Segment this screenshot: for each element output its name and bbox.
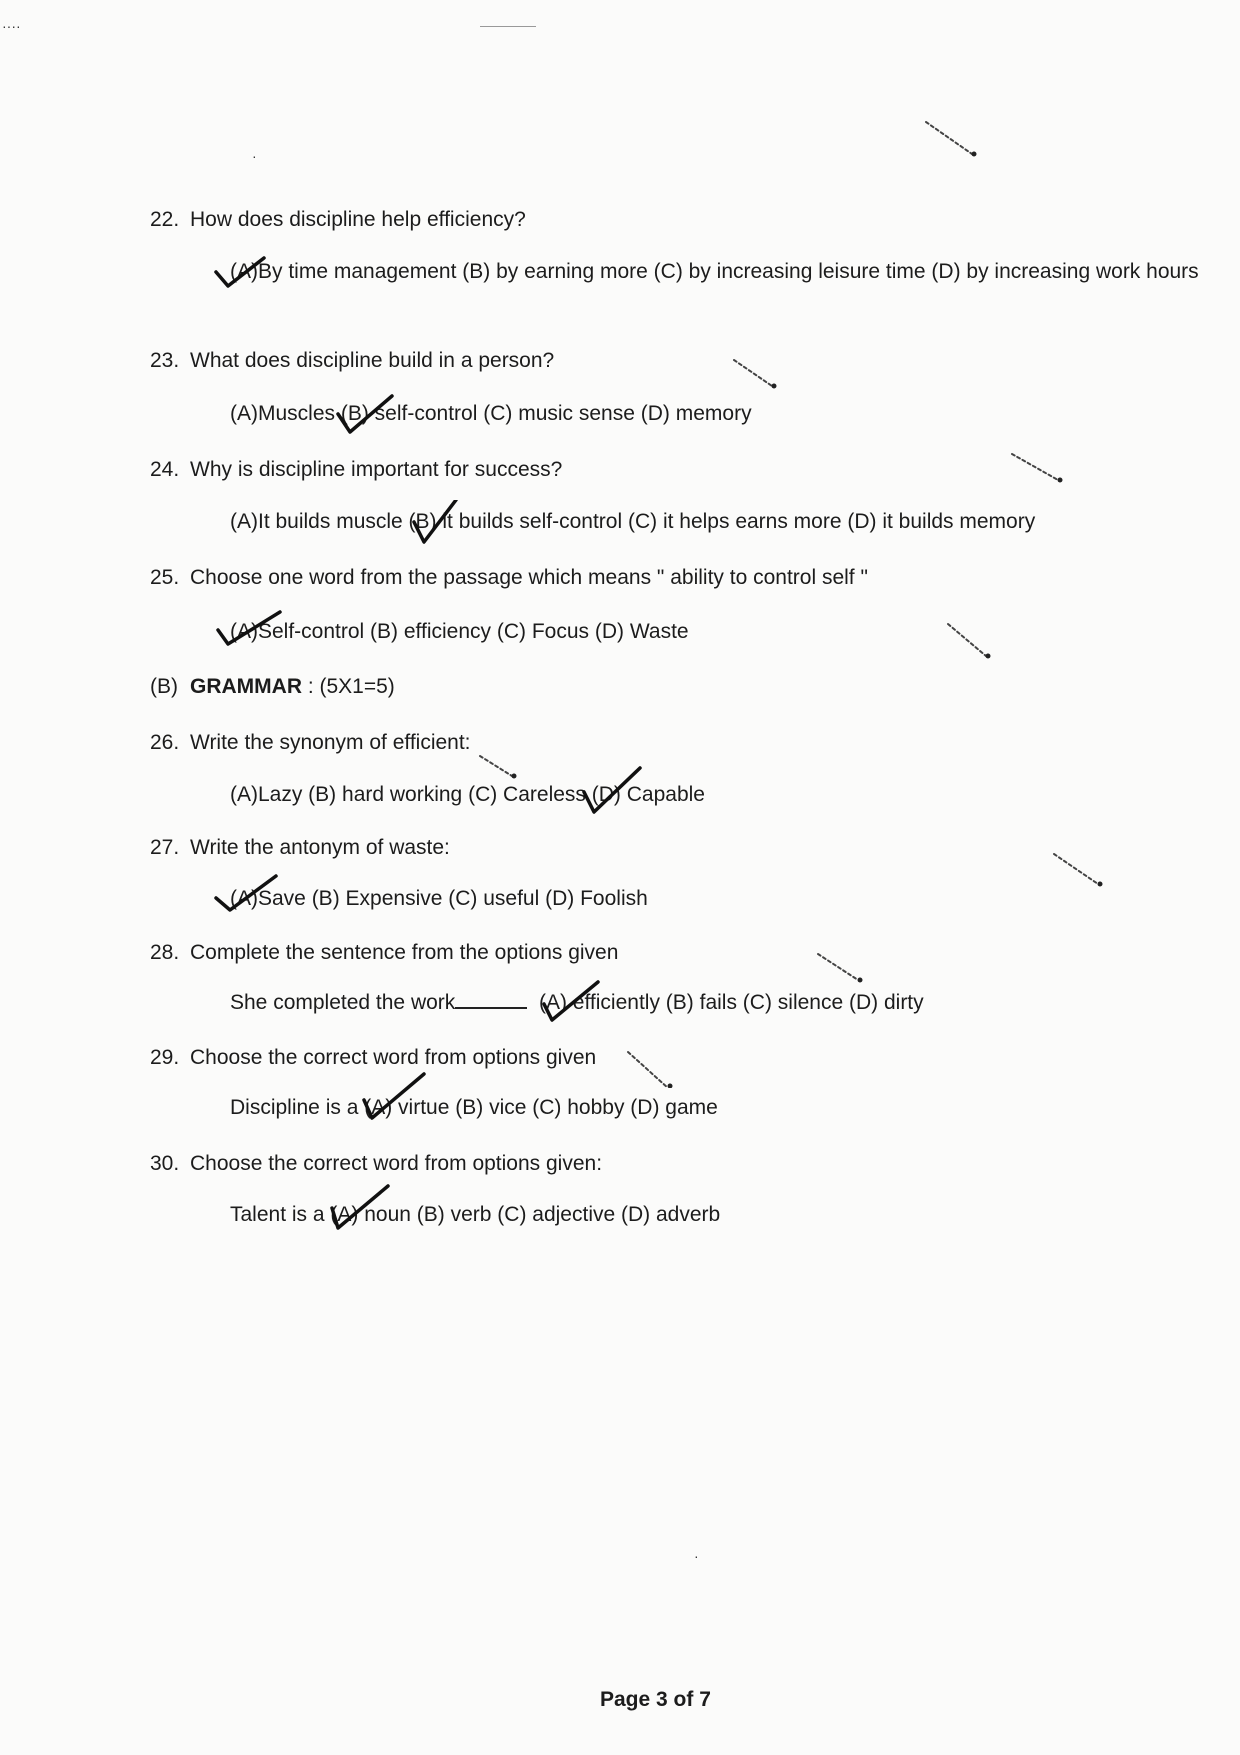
- scan-speck: ····: [2, 18, 21, 34]
- question-number: 26.: [150, 731, 180, 754]
- question-24-options: (A)It builds muscle (B) it builds self-control (C) it helps earns more (D) it builds memory: [230, 510, 1036, 533]
- question-25: [150, 564, 868, 592]
- question-30: [150, 1150, 602, 1178]
- question-28: [150, 939, 618, 967]
- scan-speck: ·: [252, 148, 257, 164]
- page-label: Page: [600, 1688, 657, 1711]
- section-marks: : (5X1=5): [307, 675, 395, 698]
- checking-mark: [1050, 850, 1110, 890]
- scan-line: [480, 26, 536, 27]
- section-letter: (B): [150, 675, 178, 698]
- question-22: [150, 206, 526, 234]
- question-26-options: (A)Lazy (B) hard working (C) Careless (D) Capable: [230, 783, 705, 806]
- question-27: [150, 834, 450, 862]
- question-24: [150, 456, 562, 484]
- question-25-options: (A)Self-control (B) efficiency (C) Focus (D) Waste: [230, 620, 689, 643]
- question-22-options: (A)By time management (B) by earning more (C) by increasing leisure time (D) by increasing work hours: [230, 260, 1199, 283]
- total-pages: 7: [699, 1688, 711, 1711]
- question-prompt: Choose the correct word from options given: [190, 1046, 597, 1069]
- question-27-options: (A)Save (B) Expensive (C) useful (D) Foolish: [230, 887, 648, 910]
- section-heading: [150, 673, 395, 701]
- question-28-options: (A) efficiently (B) fails (C) silence (D) dirty: [538, 991, 924, 1014]
- question-23-options: (A)Muscles (B) self-control (C) music sense (D) memory: [230, 402, 752, 425]
- question-29-options: (A) virtue (B) vice (C) hobby (D) game: [364, 1096, 718, 1119]
- answer-blank: [455, 989, 527, 1009]
- checking-mark: [814, 950, 874, 990]
- sentence-stem: She completed the work: [230, 991, 456, 1014]
- question-number: 28.: [150, 941, 180, 964]
- question-number: 24.: [150, 458, 180, 481]
- question-number: 22.: [150, 208, 180, 231]
- question-prompt: What does discipline build in a person?: [190, 349, 555, 372]
- sentence-stem: Discipline is a: [230, 1096, 359, 1119]
- page-separator: of: [667, 1688, 700, 1711]
- question-number: 25.: [150, 566, 180, 589]
- checking-mark: [730, 356, 790, 396]
- checking-mark: [624, 1048, 684, 1088]
- question-prompt: Complete the sentence from the options given: [190, 941, 619, 964]
- page-number: [600, 1688, 711, 1712]
- question-number: 29.: [150, 1046, 180, 1069]
- question-28-answer-line: [230, 988, 924, 1018]
- current-page: 3: [656, 1688, 668, 1711]
- question-number: 23.: [150, 349, 180, 372]
- question-prompt: Why is discipline important for success?: [190, 458, 563, 481]
- checking-mark: [1008, 450, 1068, 490]
- section-title: GRAMMAR: [190, 675, 302, 698]
- question-prompt: Write the synonym of efficient:: [190, 731, 471, 754]
- question-prompt: Choose one word from the passage which means " ability to control self ": [190, 566, 868, 589]
- checking-mark: [922, 118, 982, 158]
- question-number: 30.: [150, 1152, 180, 1175]
- question-prompt: How does discipline help efficiency?: [190, 208, 526, 231]
- question-26: [150, 729, 471, 757]
- question-30-options: (A) noun (B) verb (C) adjective (D) adverb: [330, 1203, 721, 1226]
- checking-mark: [944, 620, 1004, 660]
- question-29-answer-line: [230, 1093, 718, 1123]
- sentence-stem: Talent is a: [230, 1203, 325, 1226]
- scan-speck: ·: [694, 1548, 699, 1564]
- question-23: [150, 347, 554, 375]
- question-29: [150, 1044, 596, 1072]
- question-number: 27.: [150, 836, 180, 859]
- question-prompt: Choose the correct word from options given:: [190, 1152, 603, 1175]
- question-30-answer-line: [230, 1200, 720, 1230]
- question-prompt: Write the antonym of waste:: [190, 836, 450, 859]
